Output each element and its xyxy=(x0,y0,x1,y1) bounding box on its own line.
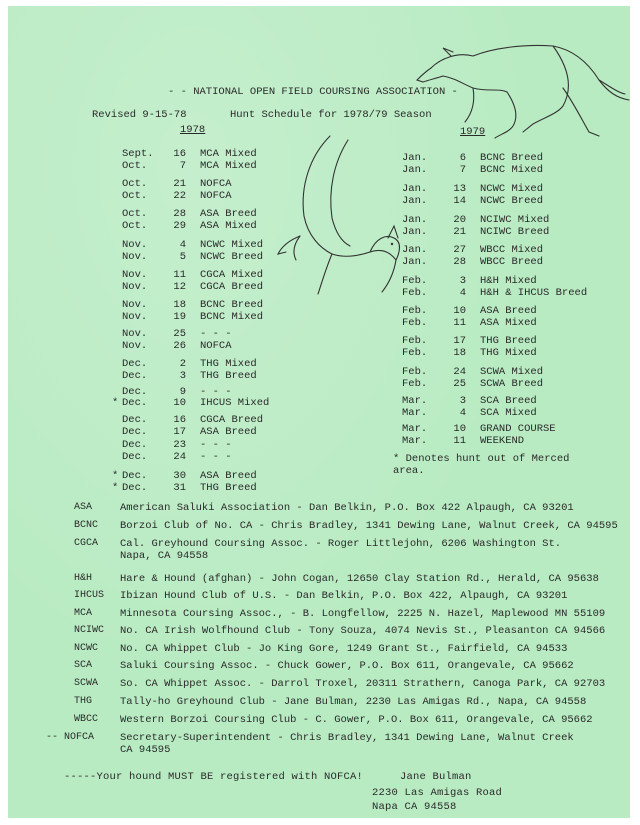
revised-date: Revised 9-15-78 xyxy=(92,109,187,121)
schedule-row xyxy=(112,470,257,482)
club-description: So. CA Whippet Assoc. - Darrol Troxel, 20311 Strathern, Canoga Park, CA 92703 xyxy=(120,678,606,690)
hunt-month: Dec. xyxy=(122,370,148,382)
hunt-club: CGCA Breed xyxy=(200,414,264,426)
hunt-club: NCWC Breed xyxy=(200,251,264,263)
hunt-day: 28 xyxy=(453,256,466,268)
hunt-day: 13 xyxy=(453,183,466,195)
hunt-month: Nov. xyxy=(122,340,148,352)
leaping-dog-sketch-icon xyxy=(270,126,410,316)
club-abbreviation: THG xyxy=(74,696,93,707)
hunt-day: 21 xyxy=(453,226,466,238)
schedule-row xyxy=(112,311,263,323)
schedule-row xyxy=(402,378,543,390)
club-abbreviation: WBCC xyxy=(74,714,99,725)
hunt-day: 31 xyxy=(173,482,186,494)
hunt-day: 6 xyxy=(459,152,466,164)
contact-city: Napa CA 94558 xyxy=(372,801,457,813)
schedule-row xyxy=(112,239,263,251)
hunt-club: IHCUS Mixed xyxy=(200,397,270,409)
schedule-row xyxy=(402,395,537,407)
hunt-month: Jan. xyxy=(402,152,428,164)
year-1979-heading: 1979 xyxy=(460,126,486,138)
hunt-month: Dec. xyxy=(122,451,148,463)
schedule-row xyxy=(112,370,257,382)
hunt-day: 19 xyxy=(173,311,186,323)
hunt-month: Dec. xyxy=(122,439,148,451)
contact-name: Jane Bulman xyxy=(400,771,472,783)
hunt-club: NOFCA xyxy=(200,178,232,190)
schedule-row xyxy=(112,340,232,352)
club-abbreviation: BCNC xyxy=(74,520,99,531)
hunt-day: 28 xyxy=(173,208,186,220)
hunt-club: - - - xyxy=(200,439,232,451)
hunt-day: 2 xyxy=(179,358,186,370)
hunt-month: Dec. xyxy=(122,482,148,494)
hunt-day: 10 xyxy=(173,397,186,409)
hunt-month: Nov. xyxy=(122,251,148,263)
club-description: Saluki Coursing Assoc. - Chuck Gower, P.O. Box 611, Orangevale, CA 95662 xyxy=(120,660,574,672)
year-1978-heading: 1978 xyxy=(180,124,206,136)
out-of-area-marker: * xyxy=(112,482,119,494)
schedule-row xyxy=(402,305,537,317)
hunt-club: BCNC Mixed xyxy=(200,311,264,323)
hunt-month: Nov. xyxy=(122,328,148,340)
hunt-club: SCA Breed xyxy=(480,395,537,407)
hunt-club: GRAND COURSE xyxy=(480,423,556,435)
schedule-title: Hunt Schedule for 1978/79 Season xyxy=(230,109,432,121)
hunt-day: 5 xyxy=(179,251,186,263)
schedule-row xyxy=(402,244,543,256)
club-description: Borzoi Club of No. CA - Chris Bradley, 1341 Dewing Lane, Walnut Creek, CA 94595 xyxy=(120,520,618,532)
club-abbreviation: NCWC xyxy=(74,643,99,654)
schedule-row xyxy=(112,482,257,494)
hunt-day: 10 xyxy=(453,305,466,317)
hunt-club: THG Breed xyxy=(200,370,257,382)
schedule-row xyxy=(112,178,232,190)
hunt-month: Feb. xyxy=(402,305,428,317)
hunt-month: Nov. xyxy=(122,269,148,281)
club-abbreviation: SCA xyxy=(74,660,93,671)
schedule-row xyxy=(402,287,587,299)
schedule-row xyxy=(402,347,537,359)
hunt-club: - - - xyxy=(200,451,232,463)
schedule-row xyxy=(402,317,537,329)
schedule-row xyxy=(402,226,549,238)
hunt-month: Jan. xyxy=(402,195,428,207)
hunt-club: MCA Mixed xyxy=(200,160,257,172)
out-of-area-marker: * xyxy=(112,470,119,482)
hunt-club: H&H Mixed xyxy=(480,275,537,287)
hunt-month: Feb. xyxy=(402,347,428,359)
hunt-month: Dec. xyxy=(122,470,148,482)
club-description: Secretary-Superintendent - Chris Bradley, 1341 Dewing Lane, Walnut Creek xyxy=(120,732,574,744)
hunt-club: ASA Mixed xyxy=(200,220,257,232)
hunt-club: WBCC Mixed xyxy=(480,244,544,256)
hunt-club: NOFCA xyxy=(200,190,232,202)
page-title: - - NATIONAL OPEN FIELD COURSING ASSOCIATION - xyxy=(168,86,458,98)
schedule-row xyxy=(402,423,556,435)
hunt-club: BCNC Breed xyxy=(200,299,264,311)
club-description: Ibizan Hound Club of U.S. - Dan Belkin, P.O. Box 422, Alpaugh, CA 93201 xyxy=(120,590,568,602)
hunt-club: BCNC Breed xyxy=(480,152,544,164)
hunt-day: 26 xyxy=(173,340,186,352)
club-abbreviation: H&H xyxy=(74,573,93,584)
hunt-month: Jan. xyxy=(402,164,428,176)
schedule-row xyxy=(402,164,543,176)
hunt-club: SCWA Mixed xyxy=(480,366,544,378)
hunt-club: ASA Breed xyxy=(480,305,537,317)
schedule-row xyxy=(112,281,263,293)
hunt-month: Oct. xyxy=(122,190,148,202)
hunt-day: 17 xyxy=(173,426,186,438)
hunt-day: 18 xyxy=(453,347,466,359)
club-abbreviation: SCWA xyxy=(74,678,99,689)
schedule-row xyxy=(112,220,257,232)
hunt-club: ASA Mixed xyxy=(480,317,537,329)
hunt-club: NCWC Breed xyxy=(480,195,544,207)
schedule-row xyxy=(402,183,543,195)
hunt-month: Dec. xyxy=(122,414,148,426)
hunt-month: Nov. xyxy=(122,239,148,251)
schedule-row xyxy=(402,366,543,378)
registration-notice: -----Your hound MUST BE registered with NOFCA! xyxy=(64,771,364,783)
hunt-month: Dec. xyxy=(122,426,148,438)
flyer-page xyxy=(8,6,630,818)
schedule-row xyxy=(112,148,257,160)
hunt-month: Mar. xyxy=(402,407,428,419)
hunt-club: WEEKEND xyxy=(480,435,525,447)
club-description: Minnesota Coursing Assoc., - B. Longfellow, 2225 N. Hazel, Maplewood MN 55109 xyxy=(120,608,606,620)
club-abbreviation: NCIWC xyxy=(74,625,105,636)
hunt-club: NCIWC Breed xyxy=(480,226,550,238)
hunt-month: Jan. xyxy=(402,183,428,195)
schedule-row xyxy=(112,269,263,281)
club-description: Tally-ho Greyhound Club - Jane Bulman, 2230 Las Amigas Rd., Napa, CA 94558 xyxy=(120,696,587,708)
club-description-continued: CA 94595 xyxy=(120,744,171,756)
contact-street: 2230 Las Amigas Road xyxy=(372,787,503,799)
hunt-month: Nov. xyxy=(122,281,148,293)
schedule-row xyxy=(402,275,537,287)
schedule-row xyxy=(112,299,263,311)
hunt-club: ASA Breed xyxy=(200,426,257,438)
schedule-row xyxy=(402,335,537,347)
hunt-month: Oct. xyxy=(122,208,148,220)
hunt-month: Feb. xyxy=(402,366,428,378)
hunt-day: 25 xyxy=(173,328,186,340)
hunt-day: 23 xyxy=(173,439,186,451)
hunt-day: 10 xyxy=(453,423,466,435)
hunt-club: THG Breed xyxy=(200,482,257,494)
club-abbreviation: -- NOFCA xyxy=(46,732,95,743)
hunt-day: 3 xyxy=(459,395,466,407)
hunt-club: ASA Breed xyxy=(200,470,257,482)
schedule-row xyxy=(402,195,543,207)
club-description: Cal. Greyhound Coursing Assoc. - Roger Littlejohn, 6206 Washington St. xyxy=(120,538,562,550)
hunt-month: Mar. xyxy=(402,435,428,447)
merced-footnote: * Denotes hunt out of Merced area. xyxy=(393,453,570,477)
schedule-row xyxy=(112,426,257,438)
schedule-row xyxy=(112,451,232,463)
schedule-row xyxy=(112,251,263,263)
club-abbreviation: MCA xyxy=(74,608,93,619)
hunt-month: Dec. xyxy=(122,358,148,370)
hunt-day: 4 xyxy=(459,407,466,419)
hunt-day: 9 xyxy=(179,386,186,398)
hunt-month: Feb. xyxy=(402,335,428,347)
schedule-row xyxy=(402,152,543,164)
club-description: American Saluki Association - Dan Belkin, P.O. Box 422 Alpaugh, CA 93201 xyxy=(120,502,574,514)
hunt-month: Jan. xyxy=(402,214,428,226)
hunt-day: 4 xyxy=(459,287,466,299)
hunt-day: 24 xyxy=(453,366,466,378)
hunt-day: 16 xyxy=(173,148,186,160)
hunt-day: 24 xyxy=(173,451,186,463)
hunt-club: MCA Mixed xyxy=(200,148,257,160)
hunt-month: Feb. xyxy=(402,317,428,329)
hunt-month: Feb. xyxy=(402,378,428,390)
hunt-day: 16 xyxy=(173,414,186,426)
hunt-day: 11 xyxy=(453,317,466,329)
schedule-row xyxy=(112,414,263,426)
hunt-club: NOFCA xyxy=(200,340,232,352)
hunt-day: 25 xyxy=(453,378,466,390)
hunt-club: ASA Breed xyxy=(200,208,257,220)
hunt-club: THG Mixed xyxy=(200,358,257,370)
hunt-month: Feb. xyxy=(402,275,428,287)
hunt-day: 18 xyxy=(173,299,186,311)
club-description-continued: Napa, CA 94558 xyxy=(120,550,209,562)
hunt-day: 4 xyxy=(179,239,186,251)
hunt-club: H&H & IHCUS Breed xyxy=(480,287,588,299)
hunt-club: THG Mixed xyxy=(480,347,537,359)
hunt-day: 17 xyxy=(453,335,466,347)
hunt-month: Oct. xyxy=(122,160,148,172)
hunt-day: 30 xyxy=(173,470,186,482)
hunt-day: 21 xyxy=(173,178,186,190)
hunt-club: SCWA Breed xyxy=(480,378,544,390)
schedule-row xyxy=(402,256,543,268)
hunt-club: CGCA Mixed xyxy=(200,269,264,281)
schedule-row xyxy=(112,328,232,340)
schedule-row xyxy=(402,407,537,419)
hunt-month: Jan. xyxy=(402,244,428,256)
schedule-row xyxy=(402,214,549,226)
hunt-club: NCWC Mixed xyxy=(480,183,544,195)
hunt-day: 20 xyxy=(453,214,466,226)
hunt-month: Oct. xyxy=(122,220,148,232)
hunt-month: Mar. xyxy=(402,423,428,435)
hunt-day: 11 xyxy=(453,435,466,447)
hunt-club: SCA Mixed xyxy=(480,407,537,419)
club-description: No. CA Whippet Club - Jo King Gore, 1249 Grant St., Fairfield, CA 94533 xyxy=(120,643,568,655)
club-abbreviation: ASA xyxy=(74,502,93,513)
club-description: Western Borzoi Coursing Club - C. Gower, P.O. Box 611, Orangevale, CA 95662 xyxy=(120,714,593,726)
schedule-row xyxy=(112,358,257,370)
hunt-month: Jan. xyxy=(402,256,428,268)
hunt-club: NCIWC Mixed xyxy=(480,214,550,226)
club-abbreviation: CGCA xyxy=(74,538,99,549)
schedule-row xyxy=(112,397,269,409)
hunt-day: 12 xyxy=(173,281,186,293)
hunt-month: Mar. xyxy=(402,395,428,407)
hunt-club: BCNC Mixed xyxy=(480,164,544,176)
hunt-month: Jan. xyxy=(402,226,428,238)
hunt-club: WBCC Breed xyxy=(480,256,544,268)
schedule-row xyxy=(112,160,257,172)
hunt-day: 3 xyxy=(179,370,186,382)
hunt-day: 22 xyxy=(173,190,186,202)
out-of-area-marker: * xyxy=(112,397,119,409)
hunt-month: Feb. xyxy=(402,287,428,299)
hunt-day: 3 xyxy=(459,275,466,287)
hunt-month: Oct. xyxy=(122,178,148,190)
hunt-club: THG Breed xyxy=(480,335,537,347)
schedule-row xyxy=(112,208,257,220)
hunt-club: - - - xyxy=(200,328,232,340)
hunt-day: 11 xyxy=(173,269,186,281)
hunt-month: Dec. xyxy=(122,386,148,398)
schedule-row xyxy=(112,190,232,202)
hunt-day: 7 xyxy=(179,160,186,172)
hunt-day: 29 xyxy=(173,220,186,232)
hunt-day: 7 xyxy=(459,164,466,176)
hunt-month: Sept. xyxy=(122,148,154,160)
hunt-month: Nov. xyxy=(122,299,148,311)
schedule-row xyxy=(402,435,524,447)
hunt-club: CGCA Breed xyxy=(200,281,264,293)
hunt-month: Dec. xyxy=(122,397,148,409)
hunt-day: 14 xyxy=(453,195,466,207)
club-description: No. CA Irish Wolfhound Club - Tony Souza, 4074 Nevis St., Pleasanton CA 94566 xyxy=(120,625,606,637)
club-description: Hare & Hound (afghan) - John Cogan, 12650 Clay Station Rd., Herald, CA 95638 xyxy=(120,573,599,585)
hunt-month: Nov. xyxy=(122,311,148,323)
schedule-row xyxy=(112,439,232,451)
hunt-club: - - - xyxy=(200,386,232,398)
hunt-club: NCWC Mixed xyxy=(200,239,264,251)
hunt-day: 27 xyxy=(453,244,466,256)
club-abbreviation: IHCUS xyxy=(74,590,105,601)
